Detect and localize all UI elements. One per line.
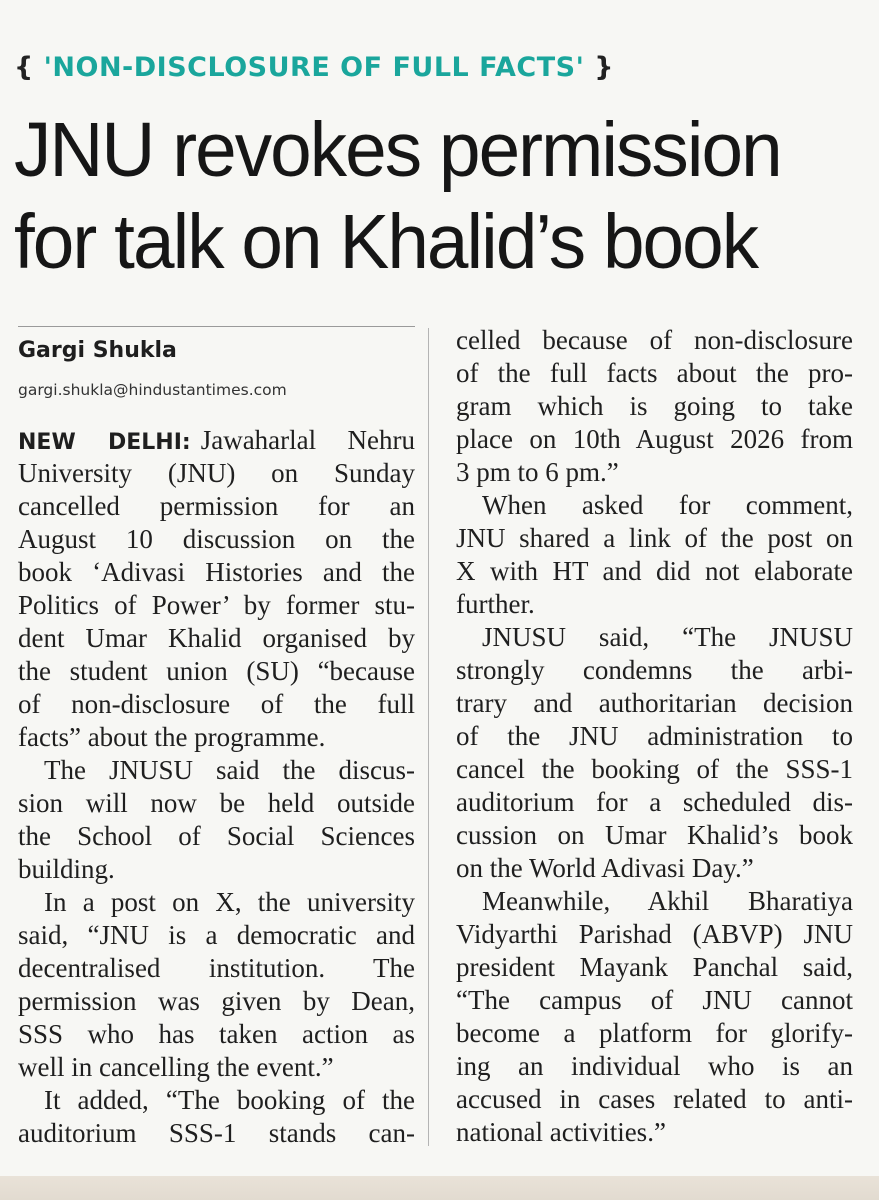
author-email: gargi.shukla@hindustantimes.com — [18, 381, 287, 399]
column2-line: Vidyarthi Parishad (ABVP) JNU — [456, 919, 853, 949]
column2-line: cancel the booking of the SSS-1 — [456, 754, 853, 784]
column1-line: dent Umar Khalid organised by — [18, 623, 415, 653]
column2-line: Meanwhile, Akhil Bharatiya — [482, 886, 853, 916]
column2-line: When asked for comment, — [482, 490, 853, 520]
column2-line: become a platform for glorify- — [456, 1018, 853, 1048]
column2-line: national activities.” — [456, 1117, 666, 1147]
column2-line: of the full facts about the pro- — [456, 358, 853, 388]
column1-line: decentralised institution. The — [18, 953, 415, 983]
column2-line: accused in cases related to anti- — [456, 1084, 853, 1114]
column1-line: of non-disclosure of the full — [18, 689, 415, 719]
headline — [14, 104, 874, 288]
column2-line: strongly condemns the arbi- — [456, 655, 853, 685]
column2-line: trary and authoritarian decision — [456, 688, 853, 718]
dateline: NEW DELHI: — [18, 430, 191, 455]
column1-line: the School of Social Sciences — [18, 821, 415, 851]
byline-divider — [18, 326, 415, 327]
page-edge — [0, 1176, 879, 1200]
column1-line: cancelled permission for an — [18, 491, 415, 521]
column1-line: facts” about the programme. — [18, 722, 326, 752]
column2-line: of the JNU administration to — [456, 721, 853, 751]
column2-line: X with HT and did not elaborate — [456, 556, 853, 586]
column1-line: The JNUSU said the discus- — [44, 755, 415, 785]
column2-line: ing an individual who is an — [456, 1051, 853, 1081]
column1-line: said, “JNU is a democratic and — [18, 920, 415, 950]
headline-line-2: for talk on Khalid’s book — [14, 199, 758, 285]
column1-line: In a post on X, the university — [44, 887, 415, 917]
column1-line: auditorium SSS-1 stands can- — [18, 1118, 415, 1148]
column2-line: president Mayank Panchal said, — [456, 952, 853, 982]
column1-line: building. — [18, 854, 115, 884]
author-name: Gargi Shukla — [18, 338, 177, 363]
column2-line: auditorium for a scheduled dis- — [456, 787, 853, 817]
column2-line: further. — [456, 589, 535, 619]
column1-line: NEW DELHI: Jawaharlal Nehru — [18, 425, 415, 455]
column2-line: 3 pm to 6 pm.” — [456, 457, 619, 487]
column2-line: cussion on Umar Khalid’s book — [456, 820, 853, 850]
column2-line: JNU shared a link of the post on — [456, 523, 853, 553]
column2-line: on the World Adivasi Day.” — [456, 853, 754, 883]
column-divider — [428, 328, 429, 1146]
headline-line-1: JNU revokes permission — [14, 107, 781, 193]
kicker-brace-close: } — [594, 52, 614, 83]
column1-line: sion will now be held outside — [18, 788, 415, 818]
column2-line: celled because of non-disclosure — [456, 325, 853, 355]
column2-line: JNUSU said, “The JNUSU — [482, 622, 853, 652]
kicker — [14, 52, 614, 83]
kicker-brace-open: { — [14, 52, 34, 83]
column1-line: It added, “The booking of the — [44, 1085, 415, 1115]
kicker-text: 'NON-DISCLOSURE OF FULL FACTS' — [43, 52, 585, 83]
column1-line: permission was given by Dean, — [18, 986, 415, 1016]
column1-line: University (JNU) on Sunday — [18, 458, 415, 488]
column1-line: August 10 discussion on the — [18, 524, 415, 554]
column1-line: well in cancelling the event.” — [18, 1052, 334, 1082]
column1-line: Politics of Power’ by former stu- — [18, 590, 415, 620]
column2-line: gram which is going to take — [456, 391, 853, 421]
column1-line: the student union (SU) “because — [18, 656, 415, 686]
column2-line: “The campus of JNU cannot — [456, 985, 853, 1015]
column1-line: SSS who has taken action as — [18, 1019, 415, 1049]
column1-line: book ‘Adivasi Histories and the — [18, 557, 415, 587]
column2-line: place on 10th August 2026 from — [456, 424, 853, 454]
